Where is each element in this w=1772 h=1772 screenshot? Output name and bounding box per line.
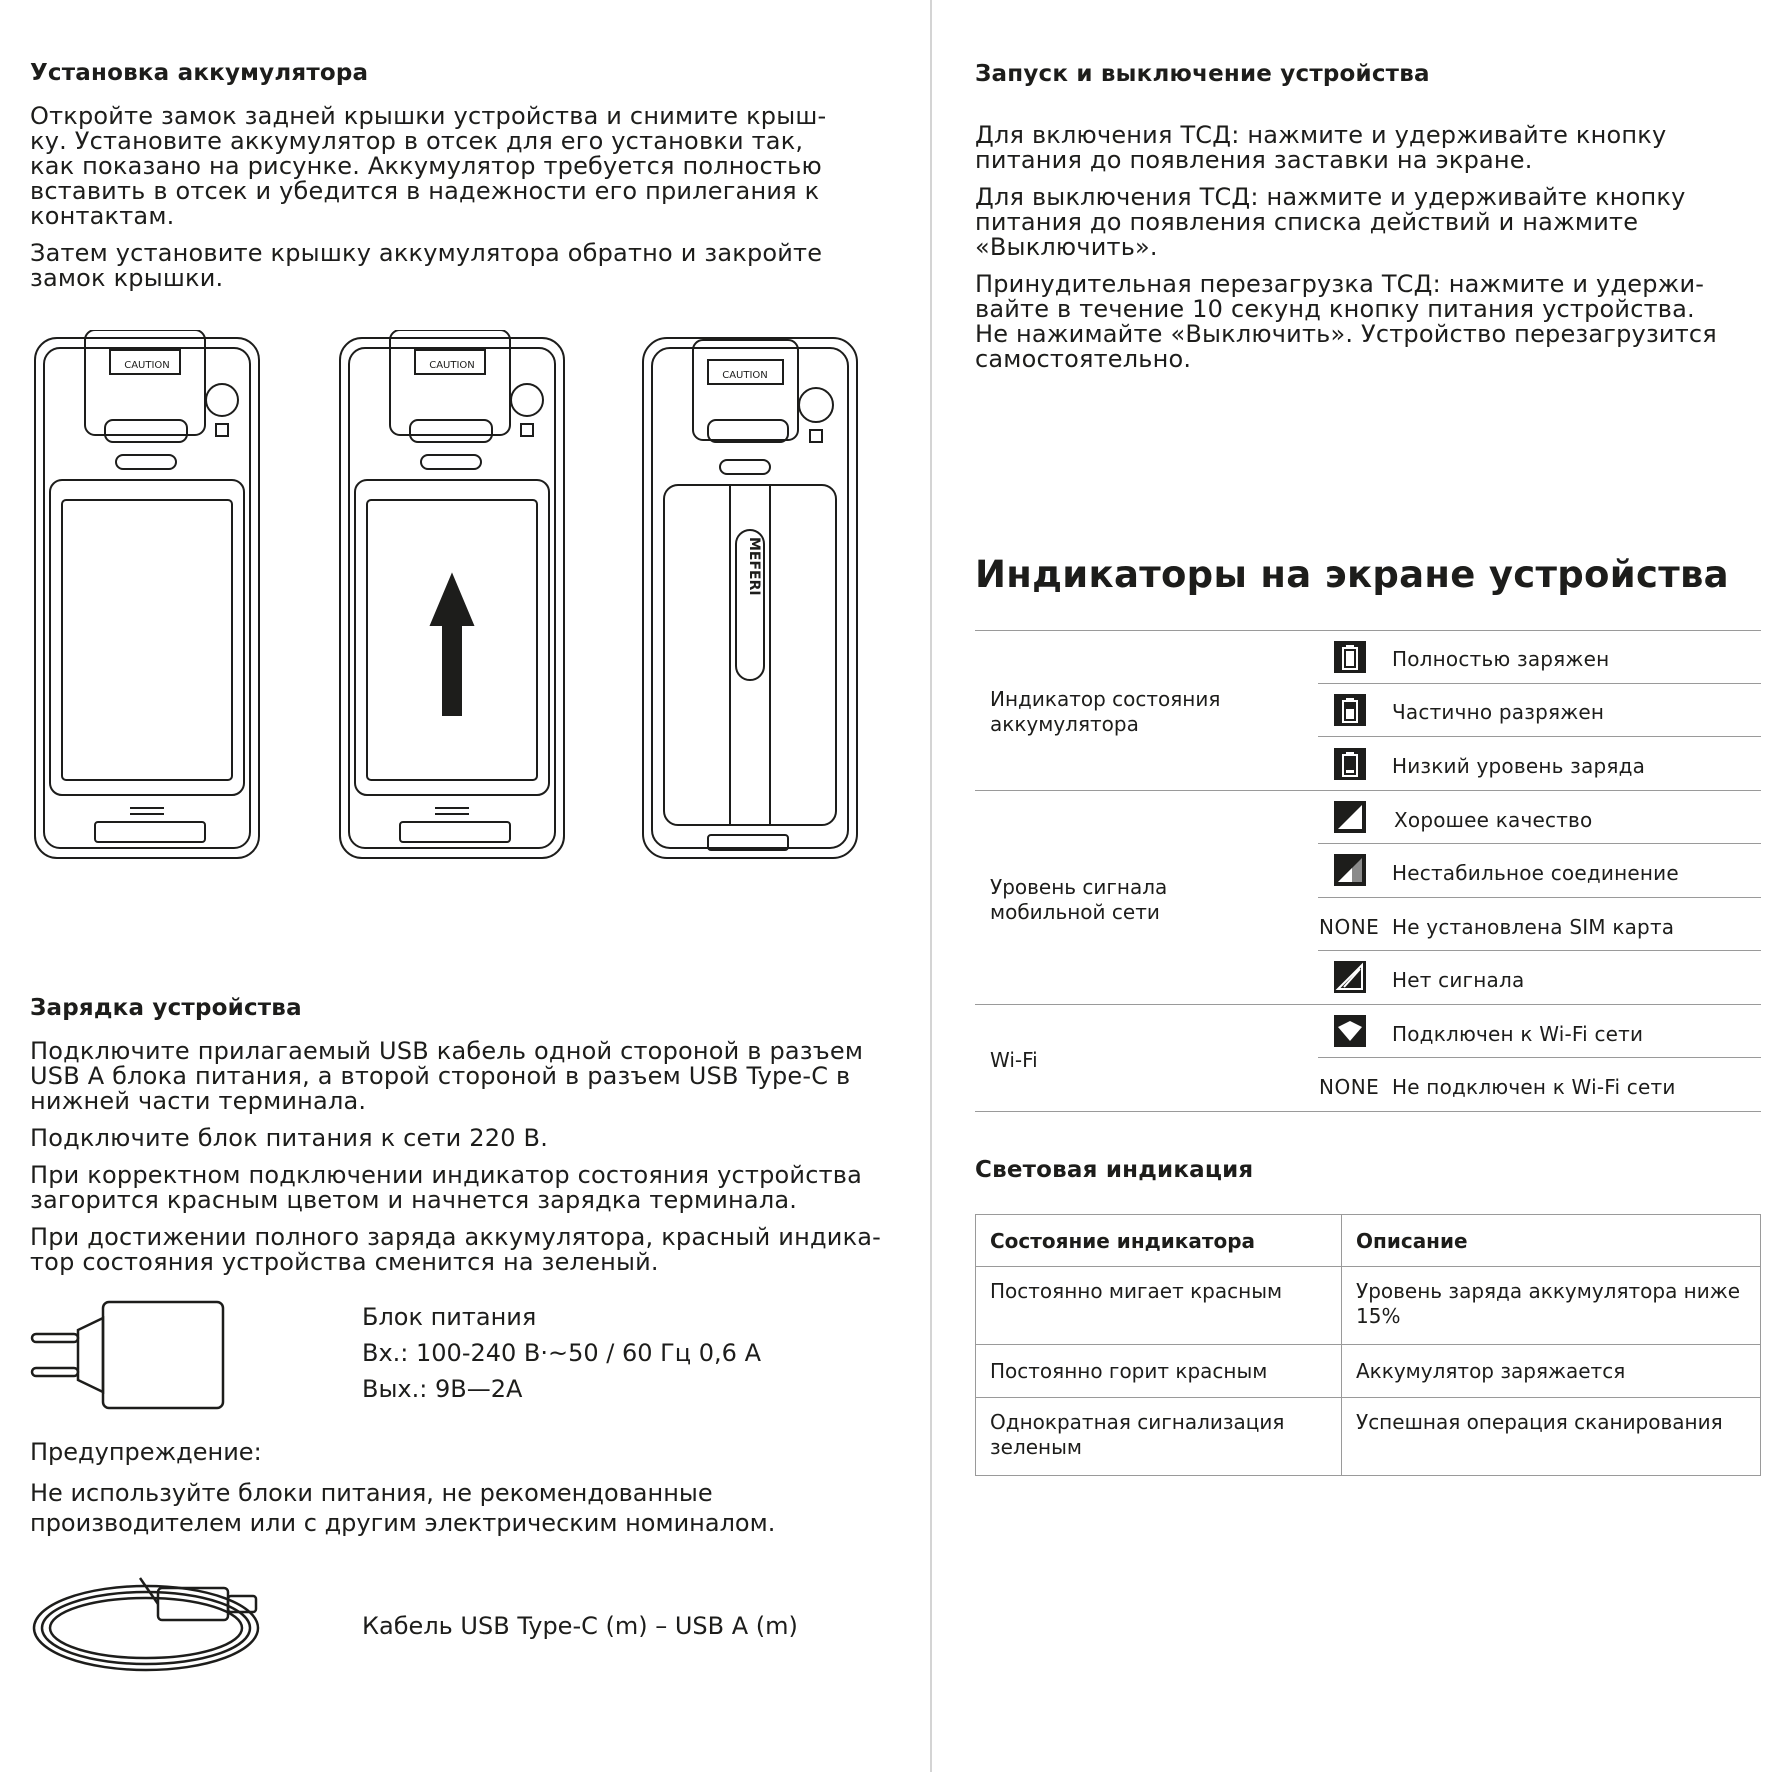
power-title: Запуск и выключение устройства xyxy=(975,61,1430,87)
power-text xyxy=(975,123,1735,384)
led-state: Постоянно горит красным xyxy=(976,1345,1342,1398)
usb-cable-icon xyxy=(28,1570,278,1680)
brand-label: MEFERI xyxy=(746,537,762,596)
table-row xyxy=(976,1398,1761,1476)
table-line xyxy=(1318,736,1761,737)
indicator-desc: Низкий уровень заряда xyxy=(1392,754,1646,778)
table-line xyxy=(1318,683,1761,684)
led-state: Однократная сигнализация зеленым xyxy=(976,1398,1342,1476)
indicator-desc: Полностью заряжен xyxy=(1392,647,1610,671)
charging-title: Зарядка устройства xyxy=(30,995,302,1021)
power-paragraph: Для выключения ТСД: нажмите и удерживайте кнопку питания до появления списка действий и нажмите «Выключить». xyxy=(975,183,1686,261)
power-paragraph: Принудительная перезагрузка ТСД: нажмите и удержи-вайте в течение 10 секунд кнопку питания устройства. Не нажимайте «Выключить». Устройство перезагрузится самостоятельно. xyxy=(975,270,1717,373)
device-closed-illustration xyxy=(643,338,857,858)
psu-specs xyxy=(362,1299,761,1407)
led-desc: Успешная операция сканирования xyxy=(1342,1398,1761,1476)
battery-partial-icon xyxy=(1334,694,1366,726)
table-row xyxy=(976,1267,1761,1345)
table-line xyxy=(1318,843,1761,844)
none-label: NONE xyxy=(1319,915,1380,939)
indicator-desc: Не установлена SIM карта xyxy=(1392,915,1675,939)
table-line xyxy=(975,1111,1761,1112)
indicators-title: Индикаторы на экране устройства xyxy=(975,553,1729,596)
cable-label: Кабель USB Type-C (m) – USB A (m) xyxy=(362,1612,798,1640)
wifi-icon xyxy=(1334,1015,1366,1047)
charging-paragraph: При достижении полного заряда аккумулятора, красный индика-тор состояния устройства сменится на зеленый. xyxy=(30,1223,882,1276)
led-header: Состояние индикатора xyxy=(976,1215,1342,1267)
signal-unstable-icon xyxy=(1334,854,1366,886)
warning-title: Предупреждение: xyxy=(30,1438,262,1466)
indicator-desc: Частично разряжен xyxy=(1392,700,1605,724)
charging-paragraph: Подключите прилагаемый USB кабель одной стороной в разъем USB A блока питания, а второй стороной в разъем USB Type-C в нижней части терминала. xyxy=(30,1037,864,1115)
indicator-desc: Нет сигнала xyxy=(1392,968,1525,992)
indicator-desc: Не подключен к Wi-Fi сети xyxy=(1392,1075,1676,1099)
battery-install-title: Установка аккумулятора xyxy=(30,60,369,86)
table-line xyxy=(975,790,1761,791)
device-insert-illustration xyxy=(340,330,564,858)
charging-text xyxy=(30,1039,900,1287)
battery-install-text xyxy=(30,104,850,303)
battery-install-paragraph: Откройте замок задней крышки устройства и снимите крыш-ку. Установите аккумулятор в отсек для его установки так, как показано на рисунке. Аккумулятор требуется полностью вставить в отсек и убедится в надежности его прилегания к контактам. xyxy=(30,102,827,230)
column-divider xyxy=(930,0,932,1772)
indicator-group-label: Индикатор состояния аккумулятора xyxy=(990,687,1221,736)
led-state: Постоянно мигает красным xyxy=(976,1267,1342,1345)
table-line xyxy=(975,1004,1761,1005)
arrow-up-icon xyxy=(431,575,473,715)
device-open-illustration xyxy=(35,330,259,858)
warning-text: Не используйте блоки питания, не рекомендованные производителем или с другим электрическим номиналом. xyxy=(30,1479,776,1537)
caution-label: CAUTION xyxy=(124,360,170,371)
caution-label: CAUTION xyxy=(429,360,475,371)
battery-install-paragraph: Затем установите крышку аккумулятора обратно и закройте замок крышки. xyxy=(30,239,823,292)
charging-paragraph: При корректном подключении индикатор состояния устройства загорится красным цветом и начнется зарядка терминала. xyxy=(30,1161,863,1214)
table-header-row xyxy=(976,1215,1761,1267)
indicator-desc: Нестабильное соединение xyxy=(1392,861,1679,885)
indicator-desc: Хорошее качество xyxy=(1394,808,1593,832)
psu-name: Блок питания xyxy=(362,1303,537,1331)
caution-label: CAUTION xyxy=(722,370,768,381)
table-line xyxy=(1318,897,1761,898)
power-paragraph: Для включения ТСД: нажмите и удерживайте кнопку питания до появления заставки на экране. xyxy=(975,121,1667,174)
indicator-group-label: Wi-Fi xyxy=(990,1048,1038,1072)
table-line xyxy=(1318,950,1761,951)
psu-output: Вых.: 9В—2А xyxy=(362,1375,523,1403)
led-desc: Аккумулятор заряжается xyxy=(1342,1345,1761,1398)
led-table xyxy=(975,1214,1761,1476)
indicator-group-label: Уровень сигнала мобильной сети xyxy=(990,875,1168,924)
psu-input: Вх.: 100-240 В·~50 / 60 Гц 0,6 А xyxy=(362,1339,761,1367)
signal-none-icon xyxy=(1334,961,1366,993)
led-title: Световая индикация xyxy=(975,1157,1254,1183)
table-line xyxy=(975,630,1761,631)
battery-low-icon xyxy=(1334,748,1366,780)
battery-full-icon xyxy=(1334,641,1366,673)
table-line xyxy=(1318,1057,1761,1058)
led-desc: Уровень заряда аккумулятора ниже 15% xyxy=(1342,1267,1761,1345)
table-row xyxy=(976,1345,1761,1398)
led-header: Описание xyxy=(1342,1215,1761,1267)
indicator-desc: Подключен к Wi-Fi сети xyxy=(1392,1022,1644,1046)
signal-good-icon xyxy=(1334,801,1366,833)
power-adapter-icon xyxy=(28,1300,228,1412)
none-label: NONE xyxy=(1319,1075,1380,1099)
device-illustrations xyxy=(30,330,860,870)
charging-paragraph: Подключите блок питания к сети 220 В. xyxy=(30,1124,549,1152)
